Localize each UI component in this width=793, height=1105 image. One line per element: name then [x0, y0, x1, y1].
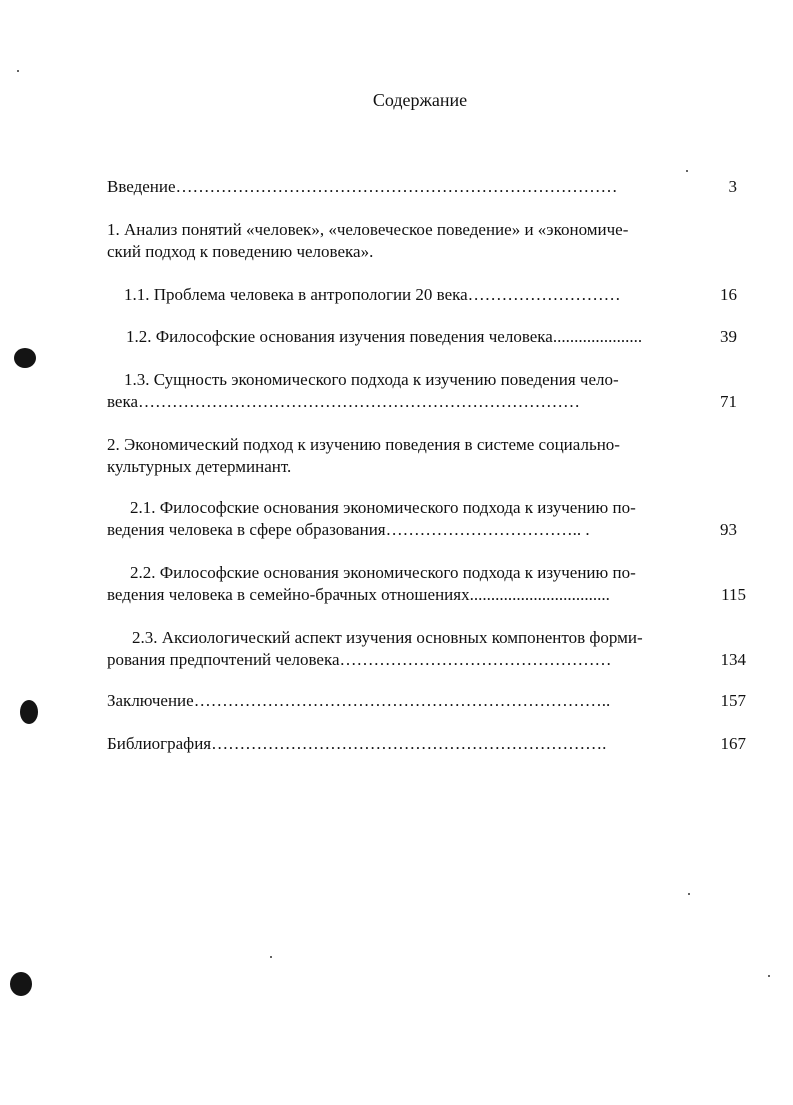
toc-entry-1-1: 1.1. Проблема человека в антропологии 20 века………………………	[124, 285, 621, 304]
toc-entry-chapter-1-line-1: 1. Анализ понятий «человек», «человеческое поведение» и «экономиче-	[107, 220, 629, 239]
scan-speck	[688, 893, 690, 895]
scan-blot	[10, 972, 32, 996]
toc-page-intro: 3	[728, 177, 737, 196]
toc-page-1-2: 39	[720, 327, 737, 346]
toc-page-2-3: 134	[720, 650, 746, 669]
toc-page-1-1: 16	[720, 285, 737, 304]
toc-entry-chapter-2-line-2: культурных детерминант.	[107, 457, 292, 476]
toc-page-2-1: 93	[720, 520, 737, 539]
toc-entry-chapter-1-line-2: ский подход к поведению человека».	[107, 242, 374, 261]
toc-entry-conclusion: Заключение………………………………………………………………..	[107, 691, 611, 710]
toc-entry-1-2: 1.2. Философские основания изучения поведения человека.....................	[126, 327, 643, 346]
toc-entry-chapter-2-line-1: 2. Экономический подход к изучению поведения в системе социально-	[107, 435, 620, 454]
toc-page-2-2: 115	[721, 585, 746, 604]
toc-entry-bibliography: Библиография…………………………………………………………….	[107, 734, 607, 753]
scan-speck	[686, 170, 688, 172]
toc-entry-2-2-line-1: 2.2. Философские основания экономического подхода к изучению по-	[130, 563, 636, 582]
toc-entry-2-3-line-2: рования предпочтений человека…………………………………………	[107, 650, 612, 669]
scan-blot	[14, 348, 36, 368]
scan-speck	[17, 70, 19, 72]
scan-speck	[270, 956, 272, 958]
toc-entry-1-3-line-1: 1.3. Сущность экономического подхода к изучению поведения чело-	[124, 370, 619, 389]
toc-page-bibliography: 167	[720, 734, 746, 753]
toc-entry-intro: Введение……………………………………………………………………	[107, 177, 618, 196]
toc-entry-1-3-line-2: века……………………………………………………………………	[107, 392, 581, 411]
toc-page-1-3: 71	[720, 392, 737, 411]
toc-entry-2-2-line-2: ведения человека в семейно-брачных отношениях.................................	[107, 585, 610, 604]
page-title: Содержание	[372, 90, 468, 110]
scan-speck	[768, 975, 770, 977]
toc-entry-2-1-line-2: ведения человека в сфере образования…………………………….. .	[107, 520, 590, 539]
toc-entry-2-1-line-1: 2.1. Философские основания экономического подхода к изучению по-	[130, 498, 636, 517]
scan-blot	[20, 700, 38, 724]
toc-page-conclusion: 157	[720, 691, 746, 710]
toc-entry-2-3-line-1: 2.3. Аксиологический аспект изучения основных компонентов форми-	[132, 628, 643, 647]
